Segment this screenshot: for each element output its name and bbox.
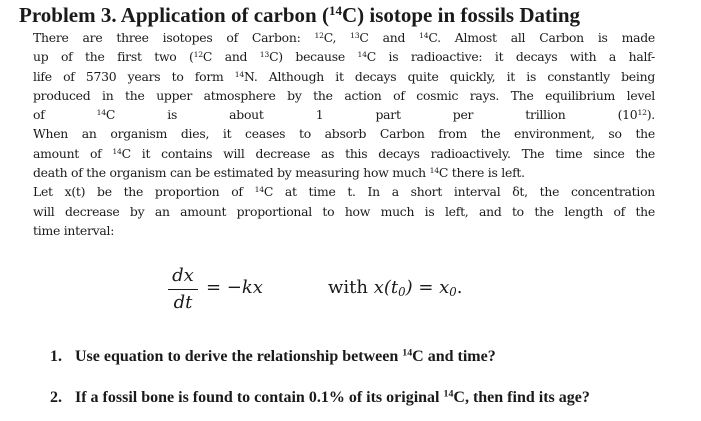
isotope-mass-superscript: 13 bbox=[259, 50, 270, 60]
body-line bbox=[33, 221, 655, 240]
body-line bbox=[33, 86, 655, 105]
isotope-mass-superscript: 13 bbox=[350, 30, 360, 40]
problem-title bbox=[19, 3, 580, 28]
question-number: 1. bbox=[50, 348, 62, 365]
isotope-mass-superscript: 14 bbox=[419, 30, 429, 40]
body-line bbox=[33, 28, 655, 47]
body-text: C is radioactive: it decays with a half- bbox=[366, 49, 655, 65]
question-text-before: If a fossil bone is found to contain 0.1% of its original bbox=[75, 389, 444, 406]
body-line bbox=[33, 105, 655, 124]
body-text: C is about 1 part per trillion (10 bbox=[105, 107, 638, 123]
body-text: N. Although it decays quite quickly, it is constantly being bbox=[244, 68, 655, 84]
isotope-mass-superscript: 14 bbox=[234, 69, 245, 79]
body-text: C and bbox=[202, 49, 260, 65]
body-text: C) because bbox=[269, 49, 358, 65]
body-text: produced in the upper atmosphere by the action of cosmic rays. The equilibrium level bbox=[33, 87, 655, 103]
condition-end: . bbox=[456, 277, 463, 298]
question-1 bbox=[50, 348, 496, 366]
body-text: C it contains will decrease as this decays radioactively. The time since the bbox=[121, 145, 656, 161]
body-text: life of 5730 years to form bbox=[33, 68, 235, 84]
derivative-fraction bbox=[168, 265, 198, 314]
body-line bbox=[33, 144, 655, 163]
body-text: amount of bbox=[33, 145, 113, 161]
isotope-mass-superscript: 12 bbox=[314, 30, 324, 40]
question-text-after: C, then find its age? bbox=[453, 389, 590, 406]
body-text: time interval: bbox=[33, 222, 115, 238]
title-prefix: Problem 3. Application of carbon ( bbox=[19, 3, 329, 27]
equation-rhs: = −kx bbox=[206, 277, 263, 298]
fraction-denominator: dt bbox=[173, 292, 193, 313]
body-text: ). bbox=[646, 107, 655, 123]
question-2 bbox=[50, 389, 590, 407]
fraction-numerator: dx bbox=[172, 265, 194, 286]
condition-arg-sub: 0 bbox=[398, 284, 406, 299]
body-line bbox=[33, 163, 655, 182]
question-text-before: Use equation to derive the relationship between bbox=[75, 348, 403, 365]
problem-body bbox=[33, 28, 655, 240]
body-text: C at time t. In a short interval δt, the concentration bbox=[263, 184, 656, 200]
body-text: There are three isotopes of Carbon: bbox=[33, 30, 315, 45]
initial-condition bbox=[328, 277, 462, 298]
question-sup: 14 bbox=[443, 388, 454, 400]
condition-with: with bbox=[328, 277, 374, 298]
question-number: 2. bbox=[50, 389, 62, 406]
body-text: C, bbox=[323, 30, 351, 45]
title-isotope-mass: 14 bbox=[328, 2, 342, 18]
body-text: of bbox=[33, 107, 97, 123]
isotope-mass-superscript: 12 bbox=[637, 107, 647, 117]
condition-val-sub: 0 bbox=[449, 284, 457, 299]
isotope-mass-superscript: 14 bbox=[254, 185, 264, 195]
body-text: will decrease by an amount proportional to how much is left, and to the length of the bbox=[33, 203, 655, 219]
body-text: C there is left. bbox=[438, 165, 525, 181]
condition-var: x bbox=[373, 277, 384, 298]
isotope-mass-superscript: 12 bbox=[193, 50, 203, 60]
body-text: Let x(t) be the proportion of bbox=[33, 184, 255, 200]
isotope-mass-superscript: 14 bbox=[429, 165, 439, 175]
body-text: C. Almost all Carbon is made bbox=[428, 30, 656, 45]
isotope-mass-superscript: 14 bbox=[96, 107, 106, 117]
question-sup: 14 bbox=[402, 347, 413, 359]
title-suffix: C) isotope in fossils Dating bbox=[341, 3, 580, 27]
isotope-mass-superscript: 14 bbox=[112, 146, 122, 156]
condition-arg-close: ) = x bbox=[405, 277, 450, 298]
body-text: death of the organism can be estimated by measuring how much bbox=[33, 165, 430, 181]
question-text-after: C and time? bbox=[412, 348, 496, 365]
condition-arg-open: (t bbox=[383, 277, 399, 298]
fraction-bar bbox=[168, 289, 198, 290]
body-line bbox=[33, 182, 655, 201]
body-text: When an organism dies, it ceases to absorb Carbon from the environment, so the bbox=[33, 126, 655, 142]
body-line bbox=[33, 124, 655, 143]
body-line bbox=[33, 202, 655, 221]
body-text: C and bbox=[359, 30, 420, 45]
body-line bbox=[33, 67, 655, 86]
isotope-mass-superscript: 14 bbox=[357, 50, 367, 60]
body-line bbox=[33, 47, 655, 66]
body-text: up of the first two ( bbox=[33, 49, 194, 65]
differential-equation bbox=[168, 265, 528, 325]
